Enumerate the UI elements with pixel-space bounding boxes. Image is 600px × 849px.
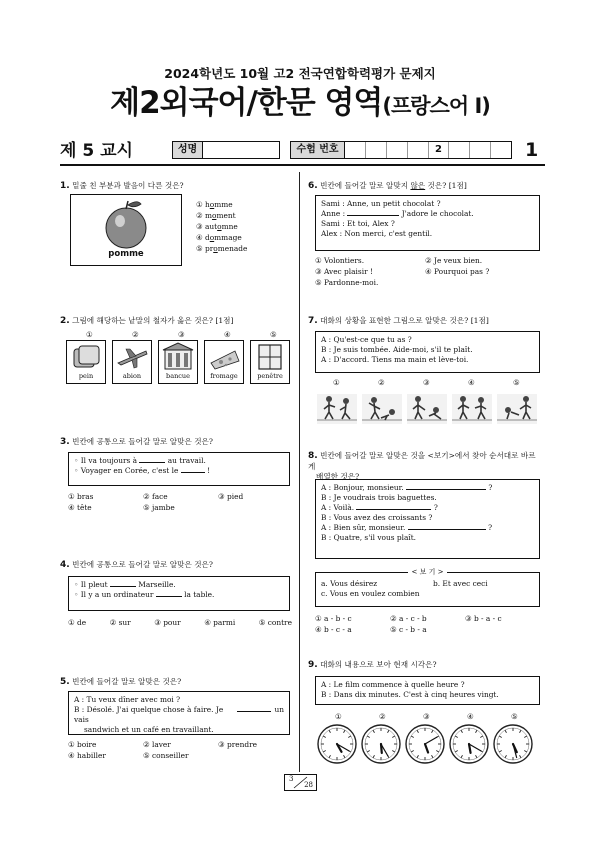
text-line: au travail.: [167, 456, 206, 465]
option[interactable]: ④ dommage: [196, 232, 242, 242]
option-number: ②: [379, 712, 386, 721]
exam-number-cell: [387, 142, 408, 158]
question-prompt: 빈칸에 들어갈 말로 알맞은 것은?: [72, 677, 182, 686]
text-line: B : Quatre, s'il vous plaît.: [321, 532, 417, 542]
option[interactable]: ③ pied: [218, 492, 244, 501]
page-number: 1: [525, 139, 539, 161]
text-line: ?: [433, 502, 438, 512]
question-prompt: 대화의 내용으로 보아 현재 시각은?: [320, 660, 437, 669]
question-prompt: 빈칸에 들어갈 말로 알맞은 것을 <보기>에서 찾아 순서대로 바르게: [308, 451, 536, 472]
text-line: A : Voilà.: [321, 502, 355, 512]
question-number: 8.: [308, 451, 318, 461]
option-number: ①: [333, 378, 340, 387]
question-number: 4.: [60, 560, 70, 570]
exam-top-line: 2024학년도 10월 고2 전국연합학력평가 문제지: [164, 66, 436, 81]
option[interactable]: ⑤ contre: [258, 618, 292, 627]
text-line: A : Bonjour, monsieur.: [321, 483, 404, 492]
question-prompt: 빈칸에 들어갈 말로 알맞지: [320, 181, 411, 190]
title-sub: (프랑스어 Ⅰ): [382, 94, 490, 118]
text-line: J'adore le chocolat.: [401, 208, 474, 218]
exam-number-field[interactable]: [290, 141, 512, 159]
option-number: ⑤: [270, 330, 277, 339]
question-number: 2.: [60, 316, 70, 326]
question-prompt: 빈칸에 공통으로 들어갈 말로 알맞은 것은?: [72, 437, 213, 446]
exam-number-cell: [408, 142, 429, 158]
option[interactable]: ① bras: [68, 492, 94, 501]
question-number: 1.: [60, 181, 70, 191]
q4-text-box: [68, 576, 290, 611]
option-number: ④: [468, 378, 475, 387]
q4-options: [68, 618, 292, 628]
option[interactable]: ① boire: [68, 740, 97, 749]
option-number: ①: [335, 712, 342, 721]
q8-bogi-box: [315, 568, 540, 607]
blank: [408, 523, 486, 530]
blank: [237, 705, 272, 712]
question-prompt: 대화의 상황을 표현한 그림으로 알맞은 것은? [1점]: [320, 316, 489, 325]
text-line: Marseille.: [138, 580, 176, 589]
scene-5[interactable]: [497, 394, 537, 424]
question-2: [60, 315, 292, 327]
blank: [406, 483, 486, 490]
option[interactable]: ② Je veux bien.: [425, 256, 483, 265]
question-8: [308, 450, 542, 483]
option[interactable]: ⑤ jambe: [143, 502, 175, 512]
clock-icon[interactable]: [362, 725, 400, 763]
option-number: ①: [86, 330, 93, 339]
question-number: 5.: [60, 677, 70, 687]
text-line: ?: [488, 483, 493, 492]
question-6: [308, 180, 540, 192]
q2-pictures: [66, 330, 292, 390]
bogi-item: c. Vous en voulez combien: [321, 588, 420, 598]
option[interactable]: ③ prendre: [218, 740, 258, 749]
text-line: Anne :: [321, 208, 346, 218]
picture-label: penêtre: [257, 372, 283, 381]
q7-pictures: [315, 378, 540, 428]
total-pages: 28: [304, 780, 313, 789]
page-counter: [284, 774, 317, 791]
question-5: [60, 676, 292, 688]
blank: [156, 590, 182, 597]
option[interactable]: ② a - c - b: [390, 614, 427, 623]
clock-faces: [315, 722, 540, 766]
question-3: [60, 436, 292, 448]
text-line: ◦ Voyager en Corée, c'est le: [74, 465, 179, 475]
option-number: ③: [423, 378, 430, 387]
window-picture[interactable]: [250, 340, 290, 384]
text-line: B : Je voudrais trois baguettes.: [321, 492, 437, 502]
text-line: !: [207, 465, 211, 475]
bread-picture[interactable]: [66, 340, 106, 384]
option[interactable]: ① homme: [196, 200, 233, 209]
blank: [347, 209, 399, 216]
exam-number-label: 수험 번호: [291, 142, 345, 158]
apple-icon: [71, 195, 181, 253]
question-1: [60, 180, 292, 192]
text-line: A : Bien sûr, monsieur.: [321, 522, 406, 532]
scene-1[interactable]: [317, 394, 357, 424]
q1-image-box: [70, 194, 182, 266]
question-prompt: 빈칸에 공통으로 들어갈 말로 알맞은 것은?: [72, 560, 213, 569]
question-number: 7.: [308, 316, 318, 326]
q5-text-box: [68, 691, 290, 735]
text-line: Sami : Anne, un petit chocolat ?: [321, 199, 441, 208]
question-number: 3.: [60, 437, 70, 447]
q3-text-box: [68, 452, 290, 486]
exam-number-cell: [449, 142, 470, 158]
clock-icon[interactable]: [318, 725, 356, 763]
option-number: ④: [467, 712, 474, 721]
q7-dialogue-box: [315, 331, 540, 373]
current-page: 3: [289, 775, 294, 783]
name-label: 성명: [173, 142, 203, 158]
text-line: B : Dans dix minutes. C'est à cinq heures vingt.: [321, 689, 499, 699]
airplane-picture[interactable]: [112, 340, 152, 384]
clock-icon[interactable]: [494, 725, 532, 763]
option-number: ②: [132, 330, 139, 339]
text-line: un: [274, 704, 284, 714]
option[interactable]: ④ Pourquoi pas ?: [425, 266, 490, 276]
blank: [181, 466, 205, 473]
blank: [139, 456, 165, 463]
text-line: A : Qu'est-ce que tu as ?: [321, 335, 412, 344]
exam-number-cell: 2: [429, 142, 450, 158]
picture-label: fromage: [210, 372, 238, 381]
question-number: 6.: [308, 181, 318, 191]
text-line: Alex : Non merci, c'est gentil.: [321, 228, 433, 238]
option[interactable]: ② sur: [109, 618, 131, 627]
option-number: ④: [224, 330, 231, 339]
blank: [356, 503, 431, 510]
picture-label: pein: [78, 372, 94, 381]
question-prompt: 것은? [1점]: [425, 181, 467, 190]
q5-options: [68, 740, 290, 761]
option[interactable]: ① Volontiers.: [315, 256, 365, 265]
scene-3[interactable]: [407, 394, 447, 424]
bogi-item: a. Vous désirez: [321, 579, 378, 588]
option[interactable]: ③ b - a - c: [465, 614, 502, 623]
q1-options: [196, 200, 286, 254]
text-line: B : Désolé. J'ai quelque chose à faire. Je vais: [74, 704, 224, 724]
text-line: ?: [488, 522, 493, 532]
header-row: [60, 138, 545, 166]
text-line: Sami : Et toi, Alex ?: [321, 218, 395, 228]
option[interactable]: ③ automne: [196, 221, 238, 231]
question-4: [60, 559, 292, 571]
option[interactable]: ④ tête: [68, 502, 92, 512]
q8-options: [315, 614, 540, 635]
option-number: ⑤: [513, 378, 520, 387]
scene-4[interactable]: [452, 394, 492, 424]
q8-dialogue-box: [315, 479, 540, 559]
option[interactable]: ⑤ Pardonne-moi.: [315, 277, 379, 287]
option[interactable]: ④ habiller: [68, 750, 106, 760]
option[interactable]: ⑤ conseiller: [143, 750, 189, 760]
text-line: ◦ Il pleut: [74, 580, 108, 589]
option-number: ③: [178, 330, 185, 339]
exam-title: [0, 85, 600, 122]
option[interactable]: ③ Avec plaisir !: [315, 266, 373, 276]
q6-dialogue-box: [315, 195, 540, 251]
session-label: 제 5 교시: [60, 141, 133, 161]
scene-2[interactable]: [362, 394, 402, 424]
cheese-picture[interactable]: [204, 340, 244, 384]
option[interactable]: ⑤ c - b - a: [390, 624, 427, 634]
option-number: ③: [423, 712, 430, 721]
exam-number-cell: [491, 142, 511, 158]
bogi-item: b. Et avec ceci: [433, 579, 488, 588]
bank-picture[interactable]: [158, 340, 198, 384]
option[interactable]: ③ pour: [154, 618, 181, 627]
option[interactable]: ① de: [68, 618, 87, 627]
question-9: [308, 659, 540, 671]
question-number: 9.: [308, 660, 318, 670]
text-line: A : Le film commence à quelle heure ?: [321, 680, 465, 689]
text-line: ◦ Il y a un ordinateur: [74, 589, 154, 599]
column-divider: [299, 172, 300, 772]
picture-label: abion: [122, 372, 142, 381]
option[interactable]: ② face: [143, 492, 168, 501]
option[interactable]: ④ parmi: [204, 618, 236, 627]
option[interactable]: ① a - b - c: [315, 614, 352, 623]
exam-number-cell: [470, 142, 491, 158]
option-number: ②: [378, 378, 385, 387]
text-line: la table.: [184, 589, 215, 599]
option[interactable]: ④ b - c - a: [315, 624, 352, 634]
text-line: sandwich et un café en travaillant.: [84, 724, 214, 734]
text-line: ◦ Il va toujours à: [74, 456, 138, 465]
scene-illustrations: [315, 390, 540, 426]
text-line: B : Je suis tombée. Aide-moi, s'il te plaît.: [321, 344, 473, 354]
blank: [110, 580, 136, 587]
option[interactable]: ② moment: [196, 210, 236, 220]
text-line: A : D'accord. Tiens ma main et lève-toi.: [321, 354, 469, 364]
picture-label: bancue: [166, 372, 190, 381]
exam-number-cell: [345, 142, 366, 158]
option[interactable]: ⑤ promenade: [196, 243, 248, 253]
text-line: B : Vous avez des croissants ?: [321, 512, 433, 522]
name-field[interactable]: [172, 141, 280, 159]
question-prompt: 그림에 해당하는 낱말의 철자가 옳은 것은? [1점]: [72, 316, 234, 325]
cheese-icon: [205, 341, 243, 373]
title-main: 제2외국어/한문 영역: [110, 85, 383, 121]
question-prompt: 밑줄 친 부분과 발음이 다른 것은?: [72, 181, 184, 190]
option-number: ⑤: [511, 712, 518, 721]
option[interactable]: ② laver: [143, 740, 171, 749]
q9-clocks: [315, 712, 540, 767]
question-prompt-emphasis: 않은: [410, 181, 426, 190]
q9-dialogue-box: [315, 676, 540, 705]
question-prompt: 배열한 것은?: [316, 472, 360, 482]
q3-options: [68, 492, 290, 513]
window-icon: [251, 341, 289, 373]
text-line: A : Tu veux dîner avec moi ?: [74, 695, 181, 704]
q6-options: [315, 256, 540, 288]
bank-icon: [159, 341, 197, 373]
bogi-label: < 보 기 >: [408, 568, 448, 576]
question-7: [308, 315, 540, 327]
clock-icon[interactable]: [406, 725, 444, 763]
q1-image-word: pomme: [108, 249, 144, 259]
clock-icon[interactable]: [450, 725, 488, 763]
bread-icon: [67, 341, 105, 373]
airplane-icon: [113, 341, 151, 373]
exam-number-cell: [366, 142, 387, 158]
